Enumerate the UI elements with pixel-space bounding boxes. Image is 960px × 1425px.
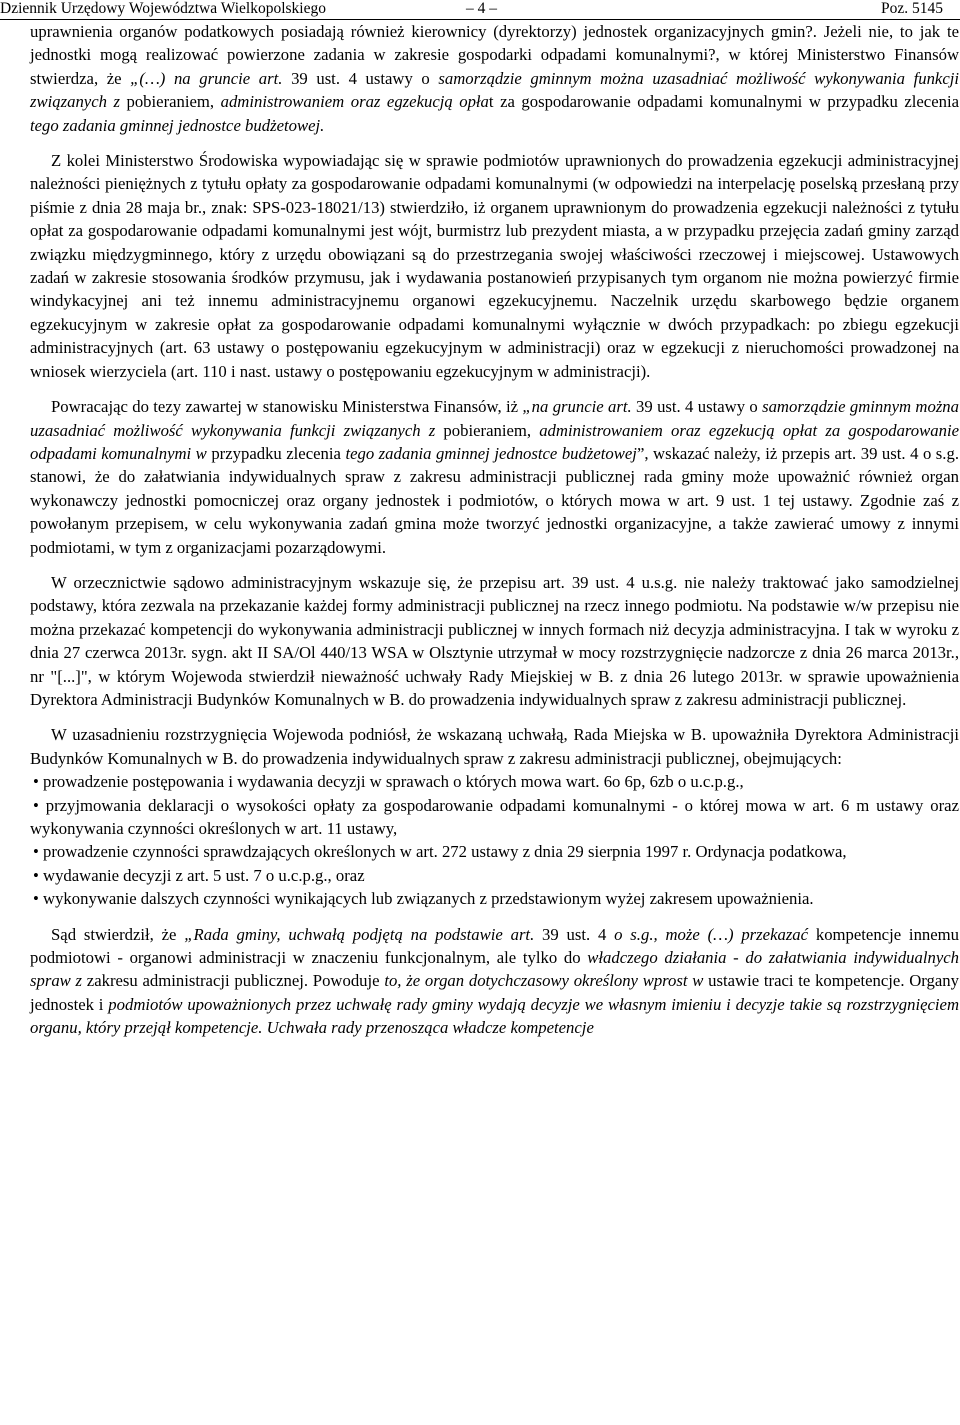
paragraph-4: W orzecznictwie sądowo administracyjnym wskazuje się, że przepisu art. 39 ust. 4 u.s.g. nie należy traktować jako samodzielnej podstawy, która zezwala na przekazanie każdej formy administracji publicznej na rzecz innego podmiotu. Na podstawie w/w przepisu nie można przekazać kompetencji do wykonywania administracji publicznej w innych formach niż decyzja administracyjna. I tak w wyroku z dnia 27 czerwca 2013r. sygn. akt II SA/Ol 440/13 WSA w Olsztynie utrzymał w mocy rozstrzygnięcie nadzorcze z dnia 26 marca 2013r., nr "[...]", w którym Wojewoda stwierdził nieważność uchwały Rady Miejskiej w B. z dnia 26 lutego 2013r. w sprawie upoważnienia Dyrektora Administracji Budynków Komunalnych w B. do prowadzenia indywidualnych spraw z zakresu administracji publicznej.	[30, 572, 959, 709]
p3-text-1: Powracając do tezy zawartej w stanowisku Ministerstwa Finansów, iż	[51, 397, 523, 417]
document-body	[30, 20, 959, 1040]
page-number: – 4 –	[466, 0, 497, 17]
paragraph-3	[30, 395, 959, 559]
p1-text-3: pobieraniem,	[119, 92, 221, 112]
p3-quote-1: „na gruncie art.	[522, 397, 632, 417]
p1-quote-2: samorządzie gminnym można uzasadniać możliwość wykonywania funkcji związanych z	[30, 68, 960, 112]
p3-text-3: pobieraniem,	[435, 420, 540, 440]
bullet-item-2: • przyjmowania deklaracji o wysokości opłaty za gospodarowanie odpadami komunalnymi - o której mowa w art. 6 m ustawy oraz wykonywania czynności określonych w art. 11 ustawy,	[30, 795, 959, 838]
p6-text-2: 39 ust. 4	[534, 924, 615, 944]
position-number: Poz. 5145	[881, 0, 943, 17]
p6-text-3: kompetencje innemu podmiotowi - organowi administracji w znaczeniu funkcjonalnym, ale tylko do	[30, 924, 959, 968]
paragraph-5: W uzasadnieniu rozstrzygnięcia Wojewoda podniósł, że wskazaną uchwałą, Rada Miejska w B. upoważniła Dyrektora Administracji Budynków Komunalnych w B. do prowadzenia indywidualnych spraw z zakresu administracji publicznej, obejmujących:	[30, 725, 959, 768]
p1-text-2: 39 ust. 4 ustawy o	[282, 68, 439, 88]
p6-quote-3: władczego działania - do załatwiania indywidualnych spraw z	[30, 948, 959, 991]
journal-title: Dziennik Urzędowy Województwa Wielkopolskiego	[0, 0, 326, 17]
paragraph-2: Z kolei Ministerstwo Środowiska wypowiadając się w sprawie podmiotów uprawnionych do prowadzenia egzekucji administracyjnej należności pieniężnych z tytułu opłaty za gospodarowanie odpadami komunalnymi (w odpowiedzi na interpelację poselską przesłaną przy piśmie z dnia 28 maja br., znak: SPS-023-18021/13) stwierdziło, iż organem uprawnionym do prowadzenia egzekucji należności z tytułu opłat za gospodarowanie odpadami komunalnymi jest wójt, burmistrz lub prezydent miasta, a w przypadku przejęcia zadań gminy zarząd związku międzygminnego, który z urzędu obowiązani są do przestrzegania swojej właściwości rzeczowej i miejscowej. Ustawowych zadań w zakresie stosowania środków przymusu, jak i wydawania postanowień przypisanych tym organom nie można powierzyć firmie windykacyjnej ani też innemu administracyjnemu organowi egzekucyjnemu. Naczelnik urzędu skarbowego będzie organem egzekucyjnym w zakresie opłat za gospodarowanie odpadami komunalnymi wyłącznie w dwóch przypadkach: po zbiegu egzekucji administracyjnych (art. 63 ustawy o postępowaniu egzekucyjnym w administracji) oraz w egzekucji z nieruchomości prowadzonej na wniosek wierzyciela (art. 110 i nast. ustawy o postępowaniu egzekucyjnym w administracji).	[30, 151, 959, 381]
p3-text-4: przypadku zlecenia	[206, 443, 346, 463]
p3-quote-4: tego zadania gminnej jednostce budżetowej	[345, 443, 637, 463]
p6-text-1: Sąd stwierdził, że	[51, 924, 185, 944]
p1-text-4: t za gospodarowanie odpadami komunalnymi w przypadku zlecenia	[488, 92, 960, 112]
page-header	[0, 0, 960, 20]
p3-quote-3: administrowaniem oraz egzekucją opłat za gospodarowanie odpadami komunalnymi w	[30, 420, 959, 463]
p6-quote-4: to, że organ dotychczasowy określony wprost w	[384, 971, 704, 991]
bullet-item-1: • prowadzenie postępowania i wydawania decyzji w sprawach o których mowa wart. 6o 6p, 6zb o u.c.p.g.,	[33, 772, 744, 792]
p6-text-5: ustawie traci te kompetencje. Organy jednostek i	[30, 971, 959, 1014]
p6-quote-2: o s.g., może (…) przekazać	[614, 924, 809, 944]
p3-text-2: 39 ust. 4 ustawy o	[631, 397, 763, 417]
p1-quote-1: „(…) na gruncie art.	[130, 68, 283, 88]
p3-text-5: ”, wskazać należy, iż przepis art. 39 ust. 4 o s.g. stanowi, że do załatwiania indywidualnych spraw z zakresu administracji publicznej rada gminy może upoważnić również organ wykonawczy jednostki pomocniczej oraz organy jednostek i podmiotów, o których mowa w art. 9 ust. 1 tej ustawy. Zgodnie zaś z powołanym przepisem, w celu wykonywania zadań gmina może tworzyć jednostki organizacyjne, a także zawierać umowy z innymi podmiotami, w tym z organizacjami pozarządowymi.	[30, 443, 959, 557]
bullet-item-5: • wykonywanie dalszych czynności wynikających lub związanych z przedstawionym wyżej zakresem upoważnienia.	[33, 889, 814, 909]
p6-quote-5: podmiotów upoważnionych przez uchwałę rady gminy wydają decyzje we własnym imieniu i decyzje takie są rozstrzygnięciem organu, który przejął kompetencje. Uchwała rady przenosząca władcze kompetencje	[30, 994, 959, 1038]
p1-text-1: uprawnienia organów podatkowych posiadają również kierownicy (dyrektorzy) jednostek organizacyjnych gmin?. Jeżeli nie, to jak te jednostki mogą realizować powierzone zadania w zakresie gospodarki odpadami komunalnymi?, w której Ministerstwo Finansów stwierdza, że	[30, 22, 959, 88]
p3-quote-2: samorządzie gminnym można uzasadniać możliwość wykonywania funkcji związanych z	[30, 397, 959, 440]
p6-quote-1: „Rada gminy, uchwałą podjętą na podstawie art.	[184, 924, 535, 944]
p6-text-4: zakresu administracji publicznej. Powoduje	[82, 971, 385, 991]
paragraph-6	[30, 923, 959, 1040]
p1-quote-4: tego zadania gminnej jednostce budżetowej.	[30, 115, 325, 135]
paragraph-1	[30, 20, 959, 137]
bullet-item-4: • wydawanie decyzji z art. 5 ust. 7 o u.c.p.g., oraz	[33, 865, 365, 885]
bullet-item-3: • prowadzenie czynności sprawdzających określonych w art. 272 ustawy z dnia 29 sierpnia 1997 r. Ordynacja podatkowa,	[33, 842, 847, 862]
p1-quote-3: administrowaniem oraz egzekucją opła	[220, 92, 489, 112]
